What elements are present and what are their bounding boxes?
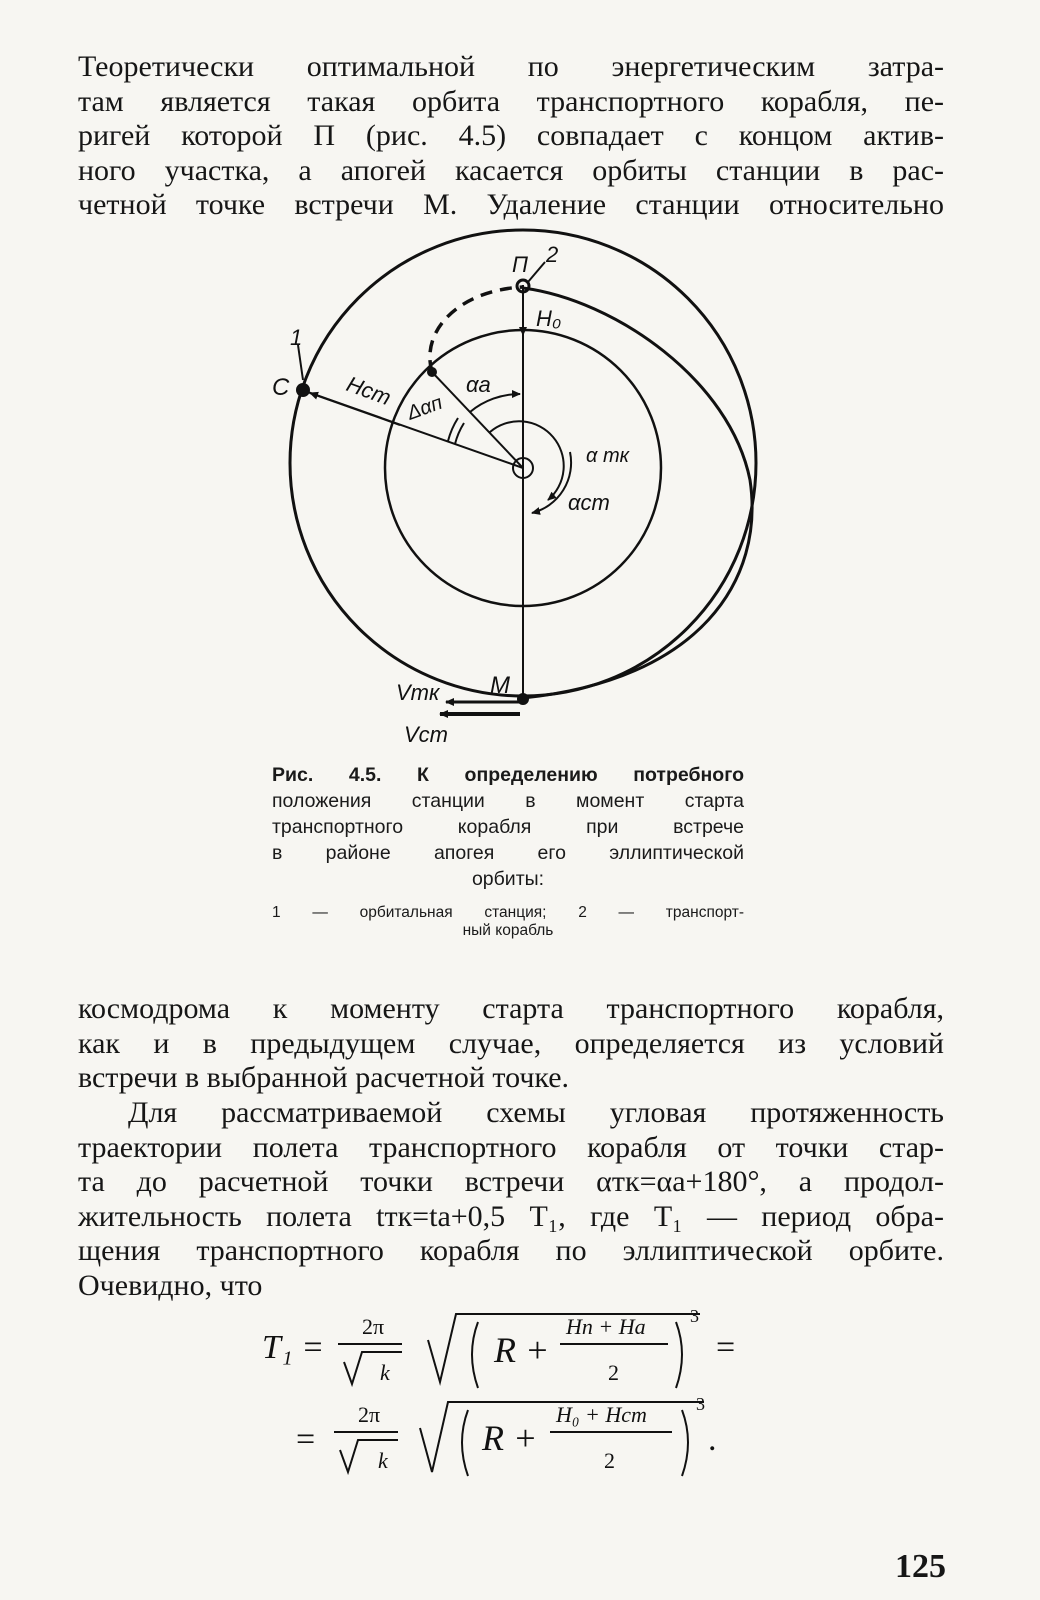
formula-exp: 3 <box>690 1306 699 1326</box>
dalpha-p-arc-inner <box>455 423 464 444</box>
formula-frac-den: 2 <box>604 1448 615 1473</box>
formula-tail: = <box>716 1329 736 1366</box>
caption-line: Рис. 4.5. К определению потребного <box>272 764 744 786</box>
figure-caption <box>272 762 744 892</box>
formula-exp: 3 <box>696 1394 705 1414</box>
label-m: M <box>490 672 510 699</box>
text-line: Очевидно, что <box>78 1268 263 1302</box>
label-2: 2 <box>546 242 559 267</box>
radical-small <box>340 1440 398 1472</box>
text-line: четной точке встречи М. Удаление станции относительно <box>78 188 944 221</box>
leader-1 <box>298 345 303 380</box>
formula-tail: . <box>708 1421 717 1458</box>
formula-lhs: T₁ = <box>262 1329 325 1366</box>
alpha-ct-arc <box>532 452 571 513</box>
figure-legend <box>272 904 744 940</box>
formula-num: 2π <box>362 1314 385 1339</box>
formula-frac-num: Hп + Hа <box>566 1314 646 1339</box>
orbit-figure <box>0 0 1040 760</box>
label-v-ct: Vст <box>404 722 448 747</box>
point-station <box>296 383 310 397</box>
label-v-tk: Vтк <box>396 680 440 705</box>
label-alpha-a: αа <box>466 372 491 397</box>
paren-left <box>462 1410 468 1476</box>
text-line: встречи в выбранной расчетной точке. <box>78 1061 570 1094</box>
caption-line: транспортного корабля при встрече <box>272 816 744 838</box>
legend-line: 1 — орбитальная станция; 2 — транспорт- <box>272 904 744 921</box>
label-dalpha-p: Δαп <box>404 391 446 425</box>
label-alpha-tk: α тк <box>586 445 630 467</box>
text-line: щения транспортного корабля по эллиптической орбите. <box>78 1234 944 1267</box>
formula-den-k: k <box>378 1448 388 1473</box>
paragraph-2 <box>78 1096 944 1303</box>
paren-right <box>682 1410 688 1476</box>
formula-r: R + <box>494 1330 550 1370</box>
text-line: как и в предыдущем случае, определяется из условий <box>78 1026 944 1060</box>
label-1: 1 <box>290 325 303 350</box>
text-line: Теоретически оптимальной по энергетическим затра- <box>78 50 944 83</box>
paren-right <box>676 1322 682 1388</box>
formula-t1 <box>0 1300 1040 1500</box>
text-line: та до расчетной точки встречи αтк=αа+180°, а продол- <box>78 1165 944 1198</box>
caption-line: положения станции в момент старта <box>272 790 744 812</box>
caption-line: орбиты: <box>471 868 545 890</box>
paragraph-1 <box>78 992 944 1096</box>
legend-line: ный корабль <box>462 922 554 939</box>
label-p: П <box>512 252 528 277</box>
label-h0: H₀ <box>536 306 562 331</box>
formula-r: R + <box>482 1418 538 1458</box>
point-meeting <box>517 693 529 705</box>
text-line: там является такая орбита транспортного корабля, пе- <box>78 84 944 118</box>
formula-den-k: k <box>380 1360 390 1385</box>
radical-large <box>428 1314 700 1382</box>
text-line: Для рассматриваемой схемы угловая протяженность <box>128 1096 944 1129</box>
label-alpha-ct: αст <box>568 490 610 515</box>
leader-2 <box>528 262 545 282</box>
label-hct: Hст <box>343 371 395 411</box>
text-line: траектории полета транспортного корабля от точки стар- <box>78 1130 944 1164</box>
page-number: 125 <box>895 1548 946 1585</box>
point-launch <box>427 367 437 377</box>
text-line: ного участка, а апогей касается орбиты станции в рас- <box>78 153 944 187</box>
formula-frac-num: H₀ + Hст <box>556 1402 647 1427</box>
caption-line: в районе апогея его эллиптической <box>272 842 744 864</box>
formula-num: 2π <box>358 1402 381 1427</box>
radical-small <box>344 1352 402 1384</box>
text-line: космодрома к моменту старта транспортного корабля, <box>78 992 944 1025</box>
text-line: жительность полета tтк=tа+0,5 T₁, где T₁ — период обра- <box>78 1199 944 1233</box>
transport-ellipse <box>523 288 752 698</box>
formula-lhs: = <box>296 1421 316 1458</box>
text-line: ригей которой П (рис. 4.5) совпадает с концом актив- <box>78 119 944 152</box>
paren-left <box>472 1322 478 1388</box>
formula-frac-den: 2 <box>608 1360 619 1385</box>
label-c: C <box>272 374 290 401</box>
